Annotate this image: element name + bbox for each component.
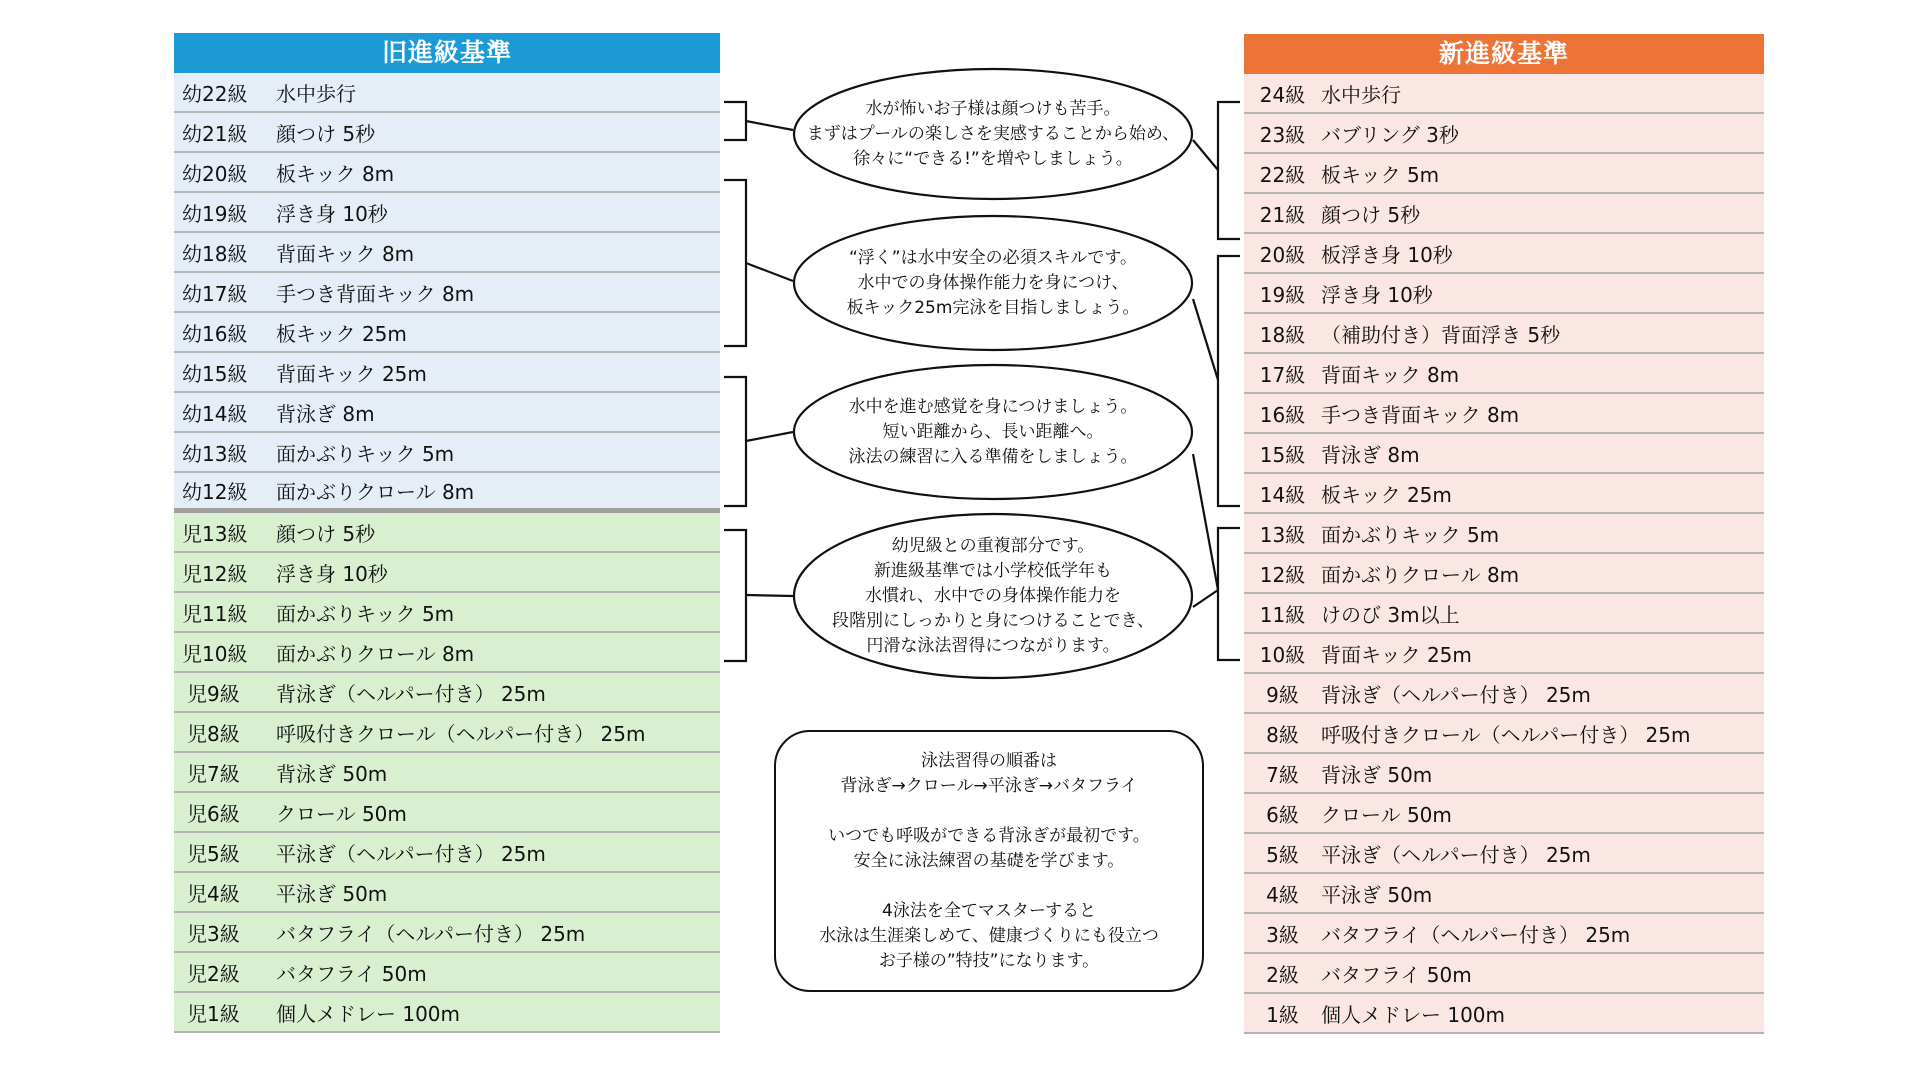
new-bracket-1 xyxy=(1218,102,1240,239)
level-label: 23級 xyxy=(1259,122,1306,147)
level-requirement: 板浮き身 10秒 xyxy=(1321,242,1453,267)
connector-old-2 xyxy=(746,263,793,281)
bubble-text-3 xyxy=(800,369,1186,495)
level-requirement: 呼吸付きクロール（ヘルパー付き） 25m xyxy=(276,721,646,746)
bubble-line: 幼児級との重複部分です。 xyxy=(891,535,1095,556)
level-requirement: 面かぶりクロール 8m xyxy=(276,480,475,504)
connector-old-3 xyxy=(746,432,793,441)
connector-new-4 xyxy=(1193,590,1218,607)
level-requirement: 呼吸付きクロール（ヘルパー付き） 25m xyxy=(1321,722,1691,747)
level-requirement: 水中歩行 xyxy=(1321,82,1401,107)
level-requirement: 個人メドレー 100m xyxy=(276,1001,461,1026)
note-line: 背泳ぎ→クロール→平泳ぎ→バタフライ xyxy=(840,775,1138,796)
level-requirement: 面かぶりキック 5m xyxy=(276,441,455,466)
level-label: 児12級 xyxy=(182,561,248,586)
old-bracket-4 xyxy=(724,530,746,661)
level-requirement: 顔つけ 5秒 xyxy=(1321,202,1421,227)
level-requirement: 背面キック 8m xyxy=(1321,362,1460,387)
level-label: 児4級 xyxy=(187,881,240,906)
level-label: 2級 xyxy=(1266,962,1299,987)
level-label: 11級 xyxy=(1259,602,1306,627)
bubble-line: 板キック25m完泳を目指しましょう。 xyxy=(846,297,1140,318)
bubble-line: “浮く”は水中安全の必須スキルです。 xyxy=(848,247,1138,268)
level-requirement: 背泳ぎ 8m xyxy=(1321,442,1420,467)
level-label: 児3級 xyxy=(187,921,240,946)
level-requirement: けのび 3m以上 xyxy=(1321,602,1460,627)
level-label: 幼16級 xyxy=(182,321,248,346)
bubble-line: 段階別にしっかりと身につけることでき、 xyxy=(832,610,1154,631)
level-label: 1級 xyxy=(1266,1002,1299,1027)
level-label: 3級 xyxy=(1266,922,1299,947)
bubble-line: 水中での身体操作能力を身につけ、 xyxy=(857,272,1129,293)
level-requirement: クロール 50m xyxy=(276,801,407,826)
level-label: 4級 xyxy=(1266,882,1299,907)
level-requirement: 浮き身 10秒 xyxy=(1321,282,1433,307)
level-label: 幼12級 xyxy=(182,480,248,504)
level-label: 幼22級 xyxy=(182,81,248,106)
level-label: 7級 xyxy=(1266,762,1299,787)
level-requirement: 板キック 5m xyxy=(1321,162,1440,187)
note-line: 泳法習得の順番は xyxy=(921,750,1057,771)
old-bracket-1 xyxy=(724,102,746,140)
level-requirement: 板キック 8m xyxy=(276,161,395,186)
level-requirement: 浮き身 10秒 xyxy=(276,561,388,586)
note-paragraph-3 xyxy=(776,899,1202,974)
level-requirement: 板キック 25m xyxy=(276,321,407,346)
level-label: 12級 xyxy=(1259,562,1306,587)
bubble-line: 泳法の練習に入る準備をしましょう。 xyxy=(848,446,1138,467)
level-label: 8級 xyxy=(1266,722,1299,747)
note-line: 4泳法を全てマスターすると xyxy=(882,900,1096,921)
level-requirement: 顔つけ 5秒 xyxy=(276,521,376,546)
level-label: 22級 xyxy=(1259,162,1306,187)
bubble-line: まずはプールの楽しさを実感することから始め、 xyxy=(806,123,1180,144)
level-requirement: 手つき背面キック 8m xyxy=(276,281,475,306)
level-requirement: バタフライ（ヘルパー付き） 25m xyxy=(276,921,586,946)
level-requirement: （補助付き）背面浮き 5秒 xyxy=(1321,322,1561,347)
level-label: 幼19級 xyxy=(182,201,248,226)
new-bracket-3 xyxy=(1218,528,1240,660)
old-bracket-2 xyxy=(724,180,746,346)
bubble-line: 水が怖いお子様は顔つけも苦手。 xyxy=(865,98,1121,119)
level-label: 20級 xyxy=(1259,242,1306,267)
level-requirement: 個人メドレー 100m xyxy=(1321,1002,1506,1027)
bubble-text-4 xyxy=(800,518,1186,674)
level-label: 幼17級 xyxy=(182,281,248,306)
level-label: 児10級 xyxy=(182,641,248,666)
level-label: 幼13級 xyxy=(182,441,248,466)
level-label: 幼15級 xyxy=(182,361,248,386)
level-requirement: バタフライ（ヘルパー付き） 25m xyxy=(1321,922,1631,947)
level-label: 21級 xyxy=(1259,202,1306,227)
level-label: 幼21級 xyxy=(182,121,248,146)
level-requirement: 背泳ぎ 50m xyxy=(276,761,388,786)
level-requirement: バタフライ 50m xyxy=(1321,962,1472,987)
level-label: 14級 xyxy=(1259,482,1306,507)
new-bracket-2 xyxy=(1218,256,1240,506)
note-line: 水泳は生涯楽しめて、健康づくりにも役立つ xyxy=(819,925,1159,946)
level-label: 9級 xyxy=(1266,682,1299,707)
level-requirement: 平泳ぎ（ヘルパー付き） 25m xyxy=(1321,842,1591,867)
level-requirement: 背泳ぎ 50m xyxy=(1321,762,1433,787)
level-requirement: 面かぶりクロール 8m xyxy=(1321,562,1520,587)
bubble-line: 徐々に“できる!”を増やしましょう。 xyxy=(853,148,1133,169)
level-label: 児13級 xyxy=(182,521,248,546)
bubble-line: 水慣れ、水中での身体操作能力を xyxy=(864,585,1122,606)
connector-old-1 xyxy=(746,121,793,130)
level-label: 児6級 xyxy=(187,801,240,826)
new-standard-header: 新進級基準 xyxy=(1244,34,1764,74)
level-label: 24級 xyxy=(1259,82,1306,107)
bubble-line: 円滑な泳法習得につながります。 xyxy=(866,635,1120,656)
level-requirement: 水中歩行 xyxy=(276,81,356,106)
level-requirement: 平泳ぎ 50m xyxy=(276,881,388,906)
level-label: 児7級 xyxy=(187,761,240,786)
bubble-line: 新進級基準では小学校低学年も xyxy=(874,560,1112,581)
level-requirement: 面かぶりキック 5m xyxy=(276,601,455,626)
note-line: お子様の”特技”になります。 xyxy=(878,950,1100,971)
bubble-line: 水中を進む感覚を身につけましょう。 xyxy=(848,396,1138,417)
level-label: 5級 xyxy=(1266,842,1299,867)
level-label: 児2級 xyxy=(187,961,240,986)
note-paragraph-1 xyxy=(776,749,1202,799)
connector-new-1 xyxy=(1193,140,1218,170)
level-requirement: 背泳ぎ 8m xyxy=(276,401,375,426)
level-requirement: 面かぶりクロール 8m xyxy=(276,641,475,666)
old-bracket-3 xyxy=(724,377,746,506)
swimming-order-note xyxy=(774,730,1204,992)
level-requirement: 浮き身 10秒 xyxy=(276,201,388,226)
level-label: 幼18級 xyxy=(182,241,248,266)
level-requirement: 平泳ぎ 50m xyxy=(1321,882,1433,907)
note-line: 安全に泳法練習の基礎を学びます。 xyxy=(853,850,1125,871)
bubble-text-2 xyxy=(800,220,1186,346)
level-label: 児8級 xyxy=(187,721,240,746)
level-requirement: 背泳ぎ（ヘルパー付き） 25m xyxy=(1321,682,1591,707)
level-requirement: 背泳ぎ（ヘルパー付き） 25m xyxy=(276,681,546,706)
level-label: 17級 xyxy=(1259,362,1306,387)
level-requirement: バブリング 3秒 xyxy=(1321,122,1459,147)
old-standard-header: 旧進級基準 xyxy=(174,33,720,73)
level-label: 児9級 xyxy=(187,681,240,706)
level-requirement: 背面キック 8m xyxy=(276,241,415,266)
level-label: 10級 xyxy=(1259,642,1306,667)
connector-new-3 xyxy=(1193,454,1218,590)
level-label: 15級 xyxy=(1259,442,1306,467)
note-line: いつでも呼吸ができる背泳ぎが最初です。 xyxy=(828,825,1150,846)
level-requirement: 面かぶりキック 5m xyxy=(1321,522,1500,547)
level-requirement: バタフライ 50m xyxy=(276,961,427,986)
level-label: 6級 xyxy=(1266,802,1299,827)
level-label: 幼20級 xyxy=(182,161,248,186)
level-requirement: 板キック 25m xyxy=(1321,482,1452,507)
level-requirement: 背面キック 25m xyxy=(1321,642,1472,667)
level-requirement: 背面キック 25m xyxy=(276,361,427,386)
note-paragraph-2 xyxy=(776,824,1202,874)
level-label: 児5級 xyxy=(187,841,240,866)
bubble-line: 短い距離から、長い距離へ。 xyxy=(882,421,1104,442)
level-label: 児11級 xyxy=(182,601,248,626)
level-requirement: 平泳ぎ（ヘルパー付き） 25m xyxy=(276,841,546,866)
level-label: 13級 xyxy=(1259,522,1306,547)
connector-old-4 xyxy=(746,595,793,596)
level-requirement: 顔つけ 5秒 xyxy=(276,121,376,146)
level-requirement: クロール 50m xyxy=(1321,802,1452,827)
level-label: 16級 xyxy=(1259,402,1306,427)
level-label: 児1級 xyxy=(187,1001,240,1026)
level-label: 18級 xyxy=(1259,322,1306,347)
bubble-text-1 xyxy=(800,72,1186,196)
level-label: 幼14級 xyxy=(182,401,248,426)
connector-new-2 xyxy=(1193,299,1218,380)
level-label: 19級 xyxy=(1259,282,1306,307)
level-requirement: 手つき背面キック 8m xyxy=(1321,402,1520,427)
